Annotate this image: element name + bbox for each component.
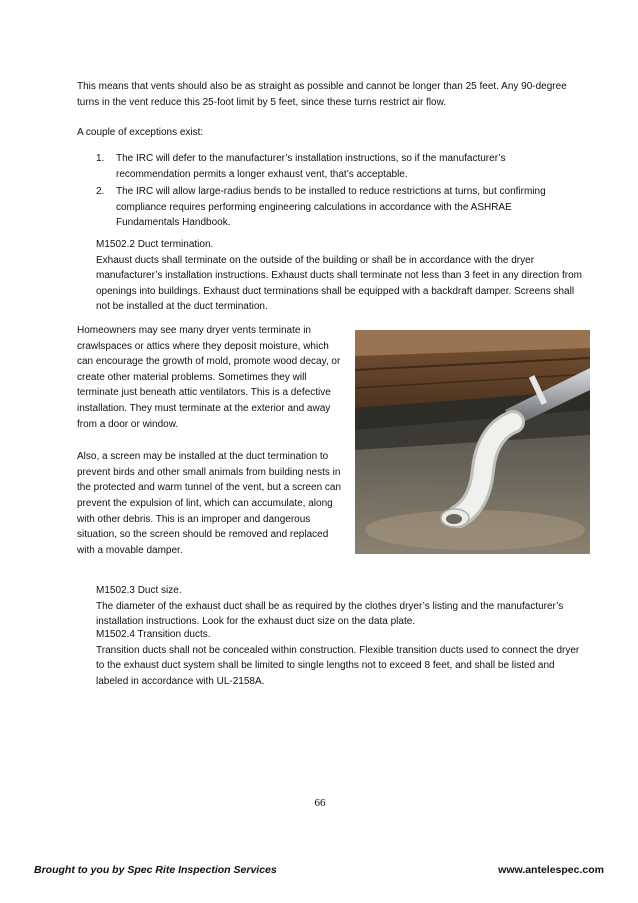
list-text: The IRC will defer to the manufacturer’s installation instructions, so if the manufacturer’s recommendation permits a longer exhaust vent, that’s acceptable. bbox=[116, 153, 506, 180]
dryer-vent-photo bbox=[355, 330, 590, 554]
footer-credit: Brought to you by Spec Rite Inspection Services bbox=[34, 864, 277, 876]
exceptions-lead: A couple of exceptions exist: bbox=[77, 127, 204, 138]
list-number: 2. bbox=[96, 186, 105, 198]
list-item bbox=[96, 151, 556, 182]
section-body: The diameter of the exhaust duct shall be as required by the clothes dryer’s listing and the manufacturer’s installation instructions. Look for the exhaust duct size on the data plate. bbox=[96, 600, 564, 628]
section-transition-ducts bbox=[96, 627, 586, 689]
intro-paragraph: This means that vents should also be as straight as possible and cannot be longer than 25 feet. Any 90-degree turns in the vent reduce this 25-foot limit by 5 feet, since these turns restrict air flow. bbox=[77, 81, 567, 108]
list-number: 1. bbox=[96, 153, 105, 164]
footer-website-link[interactable]: www.antelespec.com bbox=[498, 864, 604, 876]
list-item bbox=[96, 184, 556, 231]
list-text: The IRC will allow large-radius bends to be installed to reduce restrictions at turns, but confirming compliance requires performing engineering calculations in accordance with the ASHRAE Fundamentals Handbook. bbox=[116, 186, 546, 229]
section-body: Exhaust ducts shall terminate on the outside of the building or shall be in accordance with the dryer manufacturer’s installation instructions. Exhaust ducts shall terminate not less than 3 feet in any direction from openings into buildings. Exhaust duct terminations shall be equipped with a backdraft damper. Screens shall not be installed at the duct termination. bbox=[96, 254, 582, 313]
section-heading: M1502.2 Duct termination. bbox=[96, 239, 214, 250]
section-duct-termination bbox=[96, 237, 586, 315]
exceptions-list bbox=[96, 151, 556, 233]
section-duct-size bbox=[96, 583, 576, 630]
section-body: Transition ducts shall not be concealed within construction. Flexible transition ducts used to connect the dryer to the exhaust duct system shall be limited to single lengths not to exceed 8 feet, and shall be listed and labeled in accordance with UL-2158A. bbox=[96, 644, 580, 687]
page-number: 66 bbox=[314, 797, 326, 809]
screen-paragraph: Also, a screen may be installed at the duct termination to prevent birds and other small animals from building nests in the protected and warm tunnel of the vent, but a screen can prevent the expulsion of lint, which can accumulate, along with other debris. This is an improper and dangerous situation, so the screen should be removed and replaced with a movable damper. bbox=[77, 451, 342, 556]
section-heading: M1502.4 Transition ducts. bbox=[96, 629, 211, 640]
moisture-paragraph: Homeowners may see many dryer vents terminate in crawlspaces or attics where they deposit moisture, which can encourage the growth of mold, promote wood decay, or create other material problems. Sometimes they will terminate just beneath attic ventilators. This is a defective installation. They must terminate at the exterior and away from a door or window. bbox=[77, 325, 341, 430]
section-heading: M1502.3 Duct size. bbox=[96, 585, 182, 596]
left-column-text bbox=[77, 323, 347, 575]
